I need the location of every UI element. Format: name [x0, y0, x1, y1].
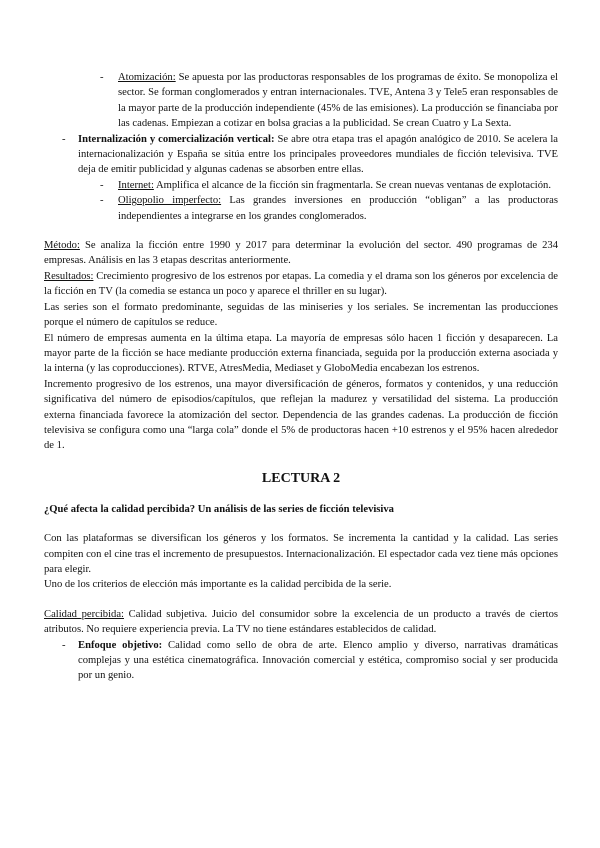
- bullet-dash: -: [62, 639, 66, 651]
- paragraph-text: Crecimiento progresivo de los estrenos por etapas. La comedia y el drama son los géneros por excelencia de la ficción en TV (la comedia se estanca un poco y aparece el thriller en su lugar).: [44, 270, 558, 298]
- term-label: Internet:: [118, 179, 154, 191]
- plataformas-paragraph: Con las plataformas se diversifican los géneros y los formatos. Se incrementa la cantidad y la calidad. Las series compiten con el cine tras el incremento de presupuestos. Internacionalización. El espectador cada vez tiene más opciones para elegir.: [44, 533, 558, 575]
- list-item-internalizacion: [44, 132, 558, 178]
- resultados-paragraph: [44, 269, 558, 300]
- term-label: Resultados:: [44, 270, 94, 282]
- list-item-internet: [44, 178, 558, 193]
- spacer: [44, 224, 558, 238]
- paragraph-text: Se analiza la ficción entre 1990 y 2017 para determinar la evolución del sector. 490 programas de 234 empresas. Análisis en las 3 etapas descritas anteriormente.: [44, 240, 558, 267]
- incremento-paragraph: Incremento progresivo de los estrenos, una mayor diversificación de géneros, formatos y contenidos, y una reducción significativa del número de episodios/capítulos, que reflejan la madurez y versatilidad del sistema. La producción externa financiada favorece la atomización del sector. Dependencia de las grandes cadenas. La producción de ficción televisiva se configura como una “larga cola” donde el 5% de productoras hacen +10 estrenos y el 95% hacen alrededor de 1.: [44, 378, 558, 452]
- list-item-atomizacion: [44, 70, 558, 132]
- empresas-paragraph: El número de empresas aumenta en la última etapa. La mayoría de empresas sólo hacen 1 ficción y desaparecen. La mayor parte de la ficción se hace mediante producción externa financiada, seguida por la producción externa asociada y la interna (y las coproducciones). RTVE, AtresMedia, Mediaset y GloboMedia encabezan los estrenos.: [44, 332, 558, 375]
- term-label: Atomización:: [118, 72, 176, 83]
- bullet-dash: -: [100, 179, 104, 191]
- bullet-dash: -: [62, 133, 66, 145]
- criterios-paragraph: Uno de los criterios de elección más importante es la calidad percibida de la serie.: [44, 579, 392, 591]
- item-text: Las grandes inversiones en producción “obligan” a las productoras independientes a integrarse en los grandes conglomerados.: [118, 195, 558, 222]
- list-item-oligopolio: [44, 193, 558, 224]
- term-label: Método:: [44, 240, 80, 252]
- item-text: Calidad como sello de obra de arte. Elenco amplio y diverso, narrativas dramáticas complejas y una estética cinematográfica. Innovación comercial y estética, compromiso social y ser producida por un genio.: [78, 639, 558, 682]
- item-text: Se apuesta por las productoras responsables de los programas de éxito. Se monopoliza el sector. Se forman conglomerados y entran internacionales. TVE, Antena 3 y Tele5 eran responsables de la mayor parte de la producción independiente (45% de las emisiones). La producción se financiaba por las cadenas. Empiezan a cotizar en bolsa gracias a la publicidad. Se crean Cuatro y La Sexta.: [118, 72, 558, 130]
- item-text: Se abre otra etapa tras el apagón analógico de 2010. Se acelera la internacionalización y España se sitúa entre los principales proveedores mundiales de ficción televisiva. TVE deja de emitir publicidad y algunas cadenas se absorben entre ellas.: [78, 133, 558, 176]
- item-text: Amplifica el alcance de la ficción sin fragmentarla. Se crean nuevas ventanas de explotación.: [155, 179, 551, 191]
- metodo-paragraph: [44, 238, 558, 269]
- series-paragraph: Las series son el formato predominante, seguidas de las miniseries y los seriales. Se incrementan las producciones porque el número de capítulos se reduce.: [44, 301, 558, 329]
- document-page: [44, 70, 558, 684]
- spacer: [44, 454, 558, 470]
- calidad-paragraph: [44, 607, 558, 638]
- term-label: Oligopolio imperfecto:: [118, 195, 222, 207]
- term-label: Calidad percibida:: [44, 608, 124, 620]
- spacer: [44, 488, 558, 502]
- spacer: [44, 593, 558, 607]
- bullet-dash: -: [100, 72, 104, 83]
- term-label: Internalización y comercialización vertical:: [78, 133, 275, 145]
- section-title: LECTURA 2: [261, 470, 341, 486]
- section-subtitle: ¿Qué afecta la calidad percibida? Un análisis de las series de ficción televisiva: [44, 503, 394, 515]
- spacer: [44, 517, 558, 531]
- bullet-dash: -: [100, 195, 104, 207]
- term-label: Enfoque objetivo:: [78, 639, 163, 651]
- paragraph-text: Calidad subjetiva. Juicio del consumidor sobre la excelencia de un producto a través de ciertos atributos. No requiere experiencia previa. La TV no tiene estándares establecidos de calidad.: [44, 608, 558, 636]
- list-item-enfoque-objetivo: [44, 638, 558, 684]
